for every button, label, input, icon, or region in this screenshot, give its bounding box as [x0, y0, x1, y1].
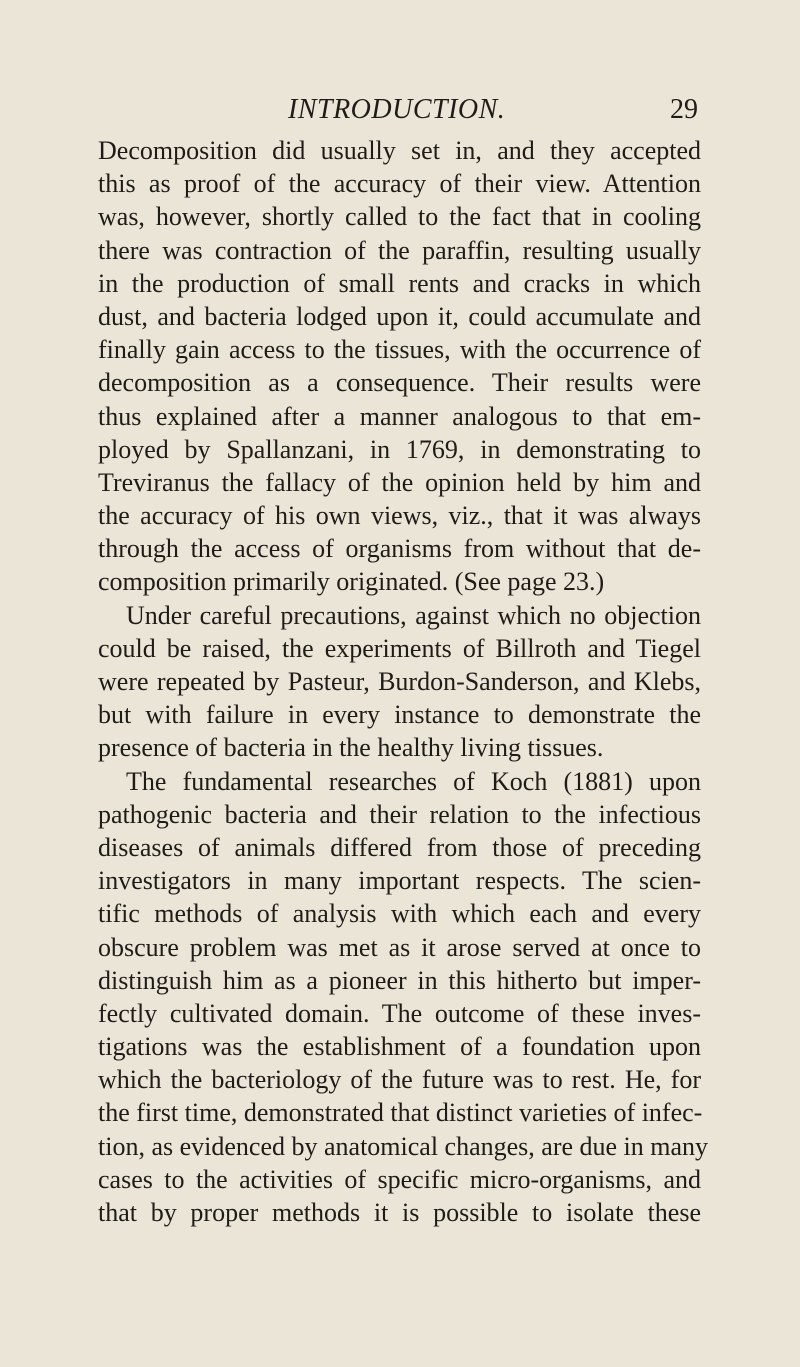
text-line: thus explained after a manner analogous to that em-	[98, 401, 701, 431]
text-line: cases to the activities of specific micro-organisms, and	[98, 1164, 701, 1194]
text-line: diseases of animals differed from those of preceding	[98, 832, 701, 862]
text-line: through the access of organisms from without that de-	[98, 534, 701, 564]
text-line: finally gain access to the tissues, with the occurrence of	[98, 335, 701, 365]
text-line: tigations was the establishment of a foundation upon	[98, 1032, 701, 1062]
text-line: tific methods of analysis with which each and every	[98, 899, 701, 929]
page-header	[0, 90, 800, 130]
text-line: fectly cultivated domain. The outcome of these inves-	[98, 998, 701, 1028]
body-text	[98, 134, 709, 1229]
text-line: ployed by Spallanzani, in 1769, in demonstrating to	[98, 434, 701, 464]
text-line: in the production of small rents and cracks in which	[98, 268, 701, 298]
text-line: dust, and bacteria lodged upon it, could accumulate and	[98, 301, 701, 331]
text-line: was, however, shortly called to the fact that in cooling	[98, 202, 701, 232]
text-line: the first time, demonstrated that distinct varieties of infec-	[98, 1098, 703, 1128]
page-number: 29	[670, 94, 698, 125]
text-line: were repeated by Pasteur, Burdon-Sanderson, and Klebs,	[98, 667, 701, 696]
text-line: but with failure in every instance to demonstrate the	[98, 700, 701, 730]
text-line: which the bacteriology of the future was to rest. He, for	[98, 1065, 701, 1095]
text-line: could be raised, the experiments of Billroth and Tiegel	[98, 633, 701, 663]
running-title: INTRODUCTION.	[288, 94, 506, 125]
text-line: Decomposition did usually set in, and they accepted	[98, 136, 701, 165]
text-line: presence of bacteria in the healthy living tissues.	[98, 733, 604, 763]
text-line: obscure problem was met as it arose served at once to	[98, 932, 701, 962]
text-line: distinguish him as a pioneer in this hitherto but imper-	[98, 965, 701, 995]
text-line: pathogenic bacteria and their relation to the infectious	[98, 799, 701, 829]
text-line: that by proper methods it is possible to isolate these	[98, 1198, 701, 1227]
text-line: tion, as evidenced by anatomical changes, are due in many	[98, 1131, 709, 1161]
text-line: The fundamental researches of Koch (1881) upon	[126, 766, 701, 796]
text-line: composition primarily originated. (See page 23.)	[98, 567, 605, 597]
text-line: Treviranus the fallacy of the opinion held by him and	[98, 467, 701, 497]
text-line: Under careful precautions, against which no objection	[126, 600, 701, 630]
text-line: investigators in many important respects. The scien-	[98, 866, 701, 896]
text-line: there was contraction of the paraffin, resulting usually	[98, 235, 701, 265]
text-line: the accuracy of his own views, viz., that it was always	[98, 501, 701, 531]
text-line: this as proof of the accuracy of their view. Attention	[98, 169, 701, 199]
text-line: decomposition as a consequence. Their results were	[98, 368, 701, 398]
